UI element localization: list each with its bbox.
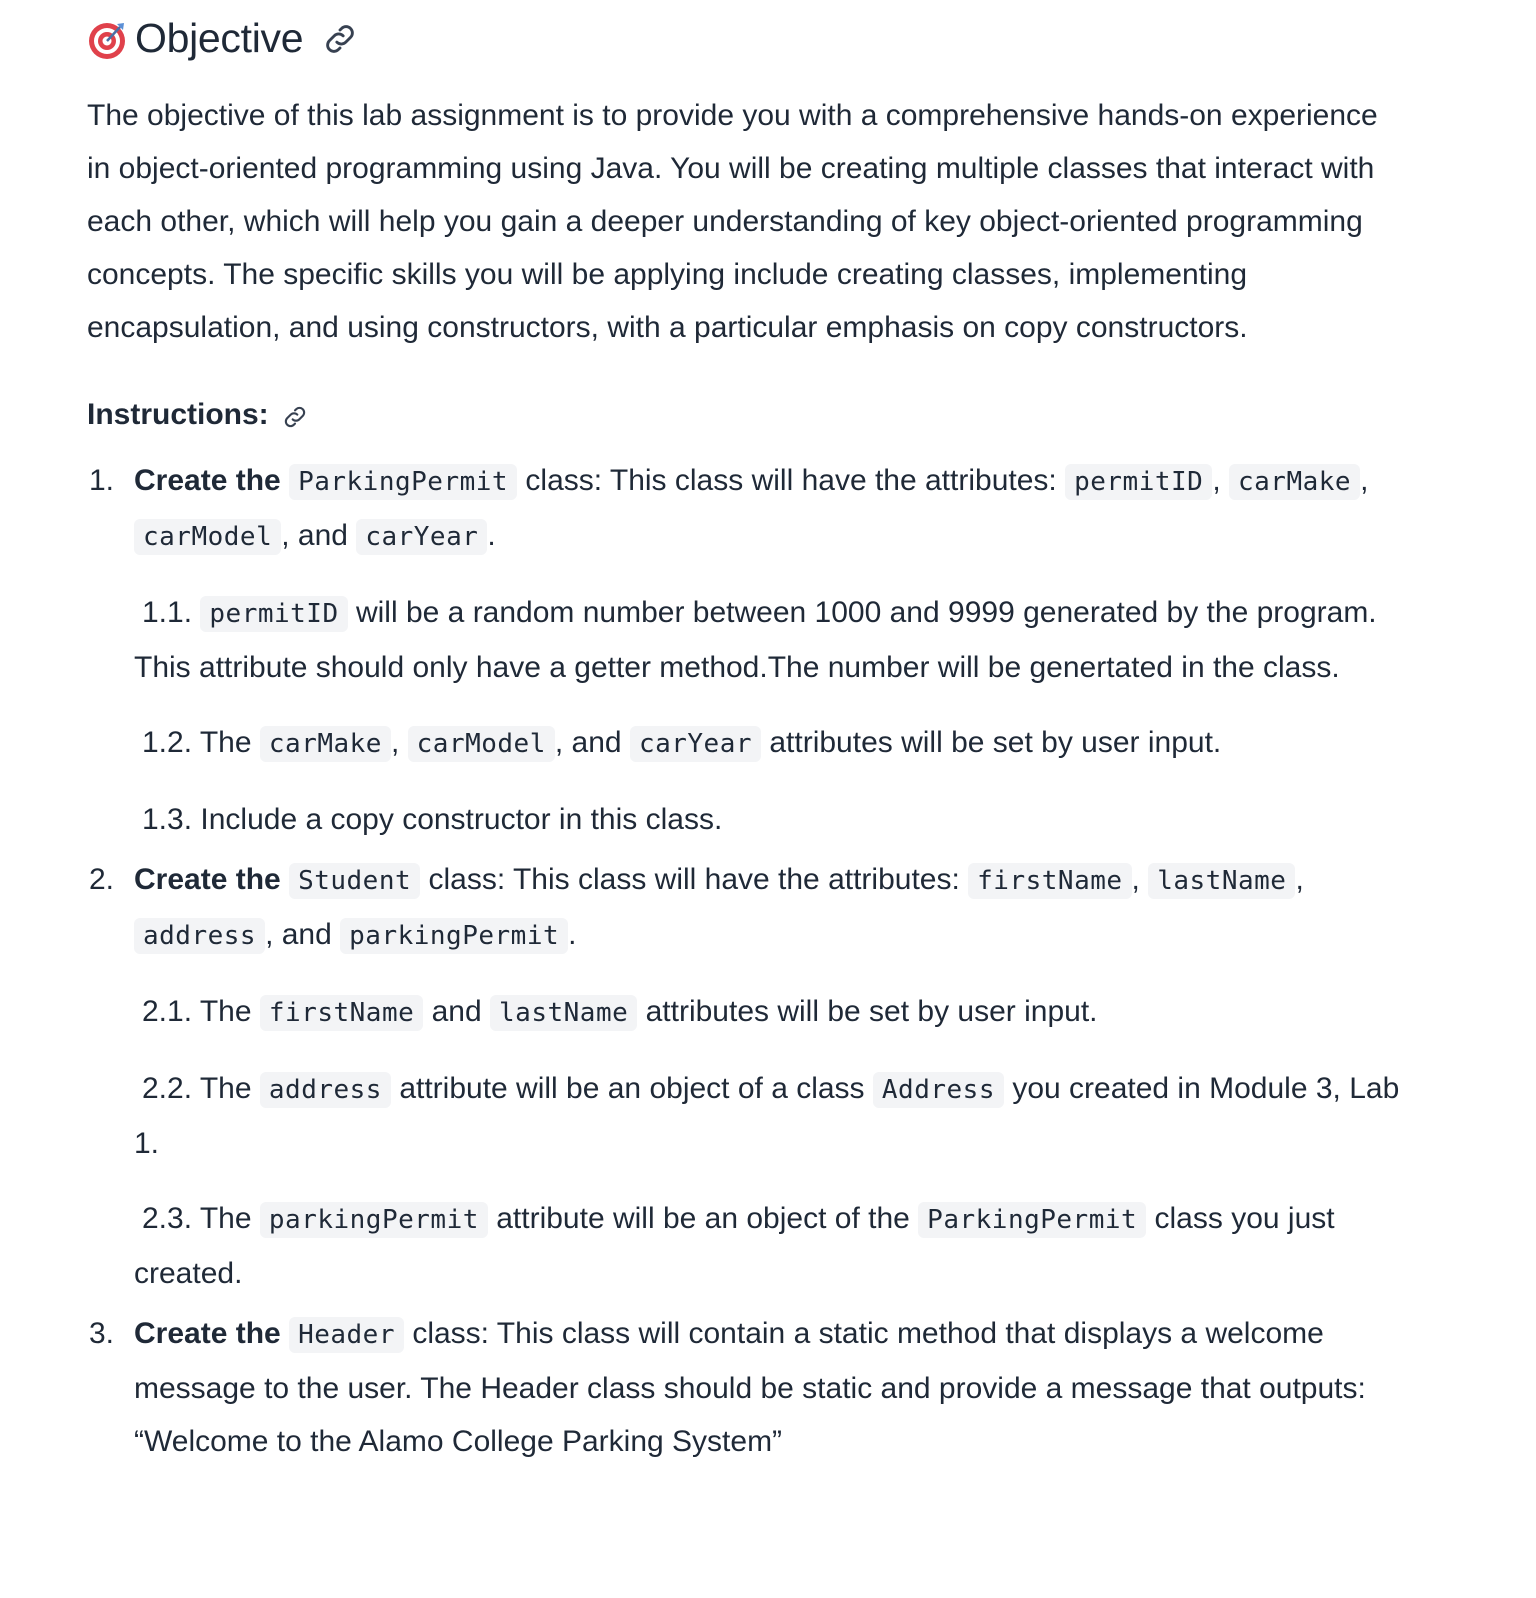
attribute-code: firstName — [260, 995, 423, 1031]
attribute-code: carMake — [1229, 464, 1360, 500]
step-description: class: This class will contain a static method that displays a welcome message to the user. The Header class should be static and provide a message that outputs: “Welcome to the Alamo College Parking System” — [134, 1317, 1366, 1458]
sub-step-number: 1.2. — [142, 726, 193, 759]
sub-step-text: The — [199, 1072, 252, 1105]
step-description: class: This class will have the attributes: — [428, 863, 960, 896]
attribute-code: carYear — [356, 519, 487, 555]
instructions-heading — [87, 390, 1447, 440]
instructions-list — [87, 454, 1447, 1468]
attribute-code: permitID — [200, 596, 347, 632]
sub-step-text: Include a copy constructor in this class. — [200, 803, 723, 836]
separator: , and — [281, 519, 348, 552]
sub-step — [134, 793, 1424, 846]
sub-step-text: attributes will be set by user input. — [645, 995, 1098, 1028]
step-lead: Create the — [134, 863, 281, 896]
page-title: Objective — [135, 14, 304, 61]
step-text: Create the Student class: This class will have the attributes: firstName , lastName , address , and parkingPermit . — [134, 853, 1434, 963]
sub-step: 1.2. The carMake , carModel , and carYear attributes will be set by user input. — [134, 716, 1424, 771]
attribute-code: carModel — [408, 726, 555, 762]
attribute-code: firstName — [968, 863, 1131, 899]
list-item — [87, 454, 1447, 846]
class-name-code: ParkingPermit — [289, 464, 517, 500]
class-name-code: Address — [873, 1072, 1004, 1108]
attribute-code: address — [134, 918, 265, 954]
attribute-code: permitID — [1065, 464, 1212, 500]
attribute-code: address — [260, 1072, 391, 1108]
separator: , — [1212, 464, 1221, 497]
step-lead: Create the — [134, 464, 281, 497]
sub-step-text: attribute will be an object of the — [496, 1202, 910, 1235]
sub-step-text: you created in Module 3, Lab 1. — [134, 1072, 1400, 1160]
attribute-code: lastName — [1148, 863, 1295, 899]
step-number: 2. — [89, 863, 115, 896]
sub-step-number: 2.1. — [142, 995, 193, 1028]
sub-step-number: 1.1. — [142, 596, 193, 629]
step-text — [134, 1307, 1434, 1468]
sub-step-text: class you just created. — [134, 1202, 1335, 1290]
class-name-code: Student — [289, 863, 420, 899]
separator: . — [487, 519, 496, 552]
instructions-label: Instructions: — [87, 398, 269, 431]
sub-step — [134, 1062, 1424, 1170]
list-item — [87, 853, 1447, 1300]
objective-heading — [87, 14, 1447, 62]
sub-step-text: The — [199, 726, 252, 759]
step-number: 1. — [89, 464, 115, 497]
sub-step-text: and — [431, 995, 482, 1028]
class-name-code: ParkingPermit — [918, 1202, 1146, 1238]
attribute-code: lastName — [490, 995, 637, 1031]
sub-step-text: attribute will be an object of a class — [399, 1072, 865, 1105]
step-number: 3. — [89, 1317, 115, 1350]
step-lead: Create the — [134, 1317, 281, 1350]
link-icon[interactable] — [281, 403, 309, 431]
separator: , — [1360, 464, 1369, 497]
step-description: class: This class will have the attributes: — [525, 464, 1057, 497]
document-body — [87, 0, 1447, 1468]
sub-step-number: 1.3. — [142, 803, 193, 836]
sub-step — [134, 586, 1424, 694]
sub-step-number: 2.3. — [142, 1202, 193, 1235]
sub-step — [134, 1192, 1424, 1300]
list-item — [87, 1307, 1447, 1468]
sub-step-text: will be a random number between 1000 and 9999 generated by the program. This attribute should only have a getter method.The number will be genertated in the class. — [134, 596, 1377, 684]
attribute-code: parkingPermit — [340, 918, 568, 954]
sub-step-text: attributes will be set by user input. — [769, 726, 1222, 759]
class-name-code: Header — [289, 1317, 404, 1353]
link-icon[interactable] — [321, 20, 359, 58]
step-text — [134, 454, 1434, 564]
objective-paragraph: The objective of this lab assignment is to provide you with a comprehensive hands-on experience in object-oriented programming using Java. You will be creating multiple classes that interact with each other, which will help you gain a deeper understanding of key object-oriented programming concepts. The specific skills you will be applying include creating classes, implementing encapsulation, and using constructors, with a particular emphasis on copy constructors. — [87, 99, 1378, 344]
target-icon — [87, 20, 127, 60]
attribute-code: carYear — [630, 726, 761, 762]
sub-step — [134, 985, 1424, 1040]
sub-step-number: 2.2. — [142, 1072, 193, 1105]
attribute-code: carModel — [134, 519, 281, 555]
attribute-code: carMake — [260, 726, 391, 762]
sub-step-text: The — [199, 1202, 252, 1235]
attribute-code: parkingPermit — [260, 1202, 488, 1238]
sub-step-text: The — [199, 995, 252, 1028]
